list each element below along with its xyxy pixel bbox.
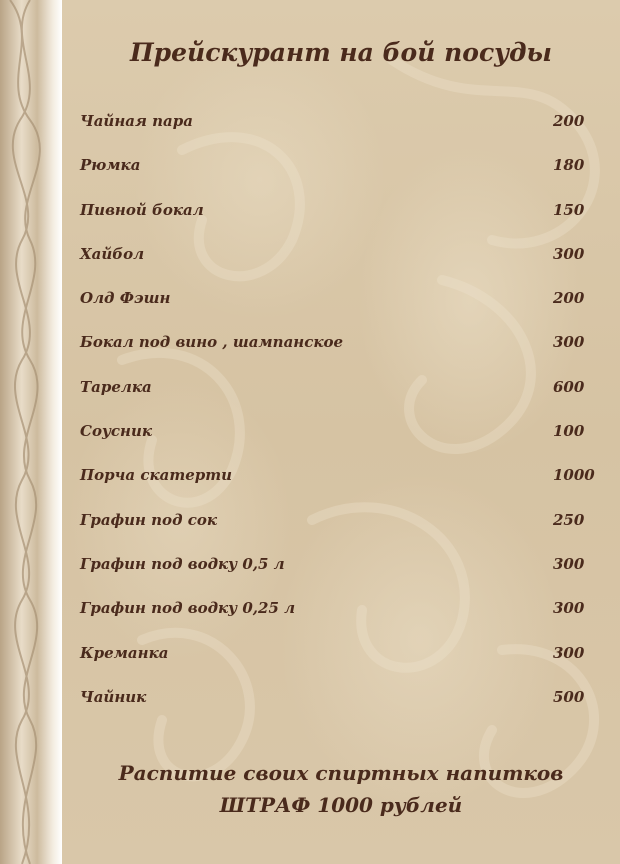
price-row bbox=[80, 201, 600, 245]
price-row bbox=[80, 644, 600, 688]
footer-notice bbox=[62, 757, 620, 821]
price-row bbox=[80, 466, 600, 510]
item-name: Креманка bbox=[80, 643, 169, 662]
footer-line-own-drinks: Распитие своих спиртных напитков bbox=[118, 761, 564, 785]
item-price: 180 bbox=[553, 156, 585, 175]
item-price: 300 bbox=[553, 599, 585, 618]
item-price: 500 bbox=[553, 687, 585, 706]
page-title: Прейскурант на бой посуды bbox=[130, 38, 552, 67]
item-name: Рюмка bbox=[80, 156, 141, 175]
price-row bbox=[80, 112, 600, 156]
item-price: 300 bbox=[553, 554, 585, 573]
item-name: Олд Фэшн bbox=[80, 289, 171, 308]
item-name: Бокал под вино , шампанское bbox=[80, 333, 344, 352]
item-name: Графин под водку 0,5 л bbox=[80, 554, 285, 573]
item-name: Порча скатерти bbox=[80, 466, 233, 485]
price-row bbox=[80, 555, 600, 599]
item-price: 150 bbox=[553, 200, 585, 219]
item-price: 300 bbox=[553, 244, 585, 263]
item-name: Пивной бокал bbox=[80, 200, 204, 219]
item-price: 1000 bbox=[553, 466, 595, 485]
item-name: Графин под сок bbox=[80, 510, 218, 529]
item-price: 250 bbox=[553, 510, 585, 529]
price-row bbox=[80, 511, 600, 555]
price-row bbox=[80, 245, 600, 289]
price-row bbox=[80, 156, 600, 200]
item-name: Хайбол bbox=[80, 244, 145, 263]
item-price: 100 bbox=[553, 422, 585, 441]
price-row bbox=[80, 422, 600, 466]
price-row bbox=[80, 688, 600, 732]
price-row bbox=[80, 378, 600, 422]
footer-line-fine: ШТРАФ 1000 рублей bbox=[219, 793, 463, 817]
price-row bbox=[80, 289, 600, 333]
item-name: Графин под водку 0,25 л bbox=[80, 599, 296, 618]
item-price: 600 bbox=[553, 377, 585, 396]
price-list bbox=[80, 112, 600, 732]
decorative-side-band bbox=[0, 0, 62, 864]
item-price: 300 bbox=[553, 643, 585, 662]
price-row bbox=[80, 599, 600, 643]
item-name: Тарелка bbox=[80, 377, 152, 396]
item-price: 200 bbox=[553, 112, 585, 130]
item-name: Соусник bbox=[80, 422, 153, 441]
item-price: 300 bbox=[553, 333, 585, 352]
floral-border-ornament bbox=[0, 0, 62, 864]
item-name: Чайник bbox=[80, 687, 147, 706]
item-name: Чайная пара bbox=[80, 112, 193, 130]
item-price: 200 bbox=[553, 289, 585, 308]
price-row bbox=[80, 333, 600, 377]
